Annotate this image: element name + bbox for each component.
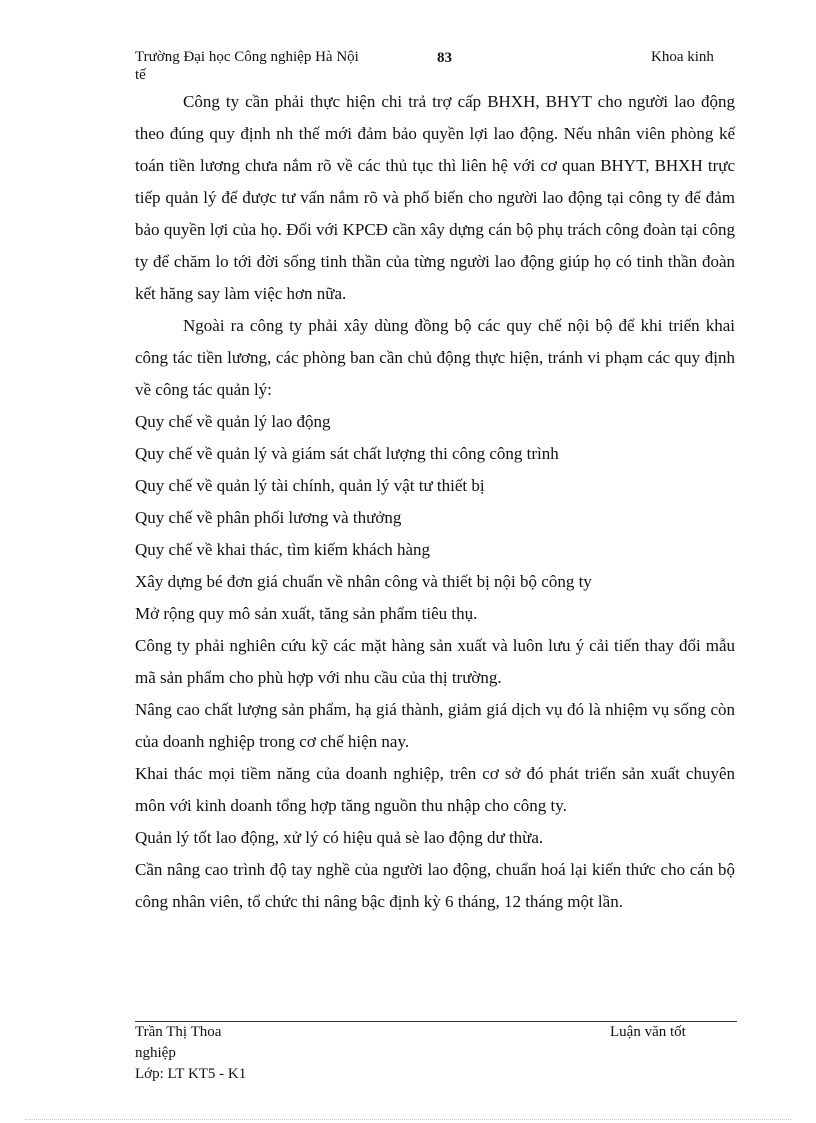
list-item: Quy chế về phân phối lương và thưởng xyxy=(135,508,402,527)
list-item: Quy chế về khai thác, tìm kiếm khách hàng xyxy=(135,540,431,559)
document-body xyxy=(135,86,735,918)
footer-divider xyxy=(135,1021,737,1022)
footer-thesis-continued: nghiệp xyxy=(135,1045,176,1061)
list-item: Xây dựng bé đơn giá chuẩn về nhân công và thiết bị nội bộ công ty xyxy=(135,572,592,591)
list-item: Cần nâng cao trình độ tay nghề của người lao động, chuẩn hoá lại kiến thức cho cán bộ công nhân viên, tổ chức thi nâng bậc định kỳ 6 tháng, 12 tháng một lần. xyxy=(135,860,735,911)
list-item: Quy chế về quản lý lao động xyxy=(135,412,331,431)
list-item: Nâng cao chất lượng sản phẩm, hạ giá thành, giảm giá dịch vụ đó là nhiệm vụ sống còn của doanh nghiệp trong cơ chế hiện nay. xyxy=(135,700,735,751)
list-item: Quản lý tốt lao động, xử lý có hiệu quả sè lao động dư thừa. xyxy=(135,828,544,847)
footer-class: Lớp: LT KT5 - K1 xyxy=(135,1066,247,1082)
list-item: Công ty phải nghiên cứu kỹ các mặt hàng sản xuất và luôn lưu ý cải tiến thay đổi mẫu mã sản phẩm cho phù hợp với nhu cầu của thị trường. xyxy=(135,636,735,687)
paragraph-benefits: Công ty cần phải thực hiện chi trả trợ cấp BHXH, BHYT cho người lao động theo đúng quy định nh thế mới đảm bảo quyền lợi lao động. Nếu nhân viên phòng kế toán tiền lương chưa nắm rõ về các thủ tục thì liên hệ với cơ quan BHYT, BHXH trực tiếp quản lý để được tư vấn nắm rõ và phổ biến cho người lao động tại công ty để đảm bảo quyền lợi của họ. Đối với KPCĐ cần xây dựng cán bộ phụ trách công đoàn tại công ty để chăm lo tới đời sống tinh thần của từng người lao động giúp họ có tinh thần đoàn kết hăng say làm việc hơn nữa. xyxy=(135,92,735,303)
footer-author: Trần Thị Thoa xyxy=(135,1024,222,1040)
footer-thesis: Luận văn tốt xyxy=(610,1024,686,1040)
paragraph-regulations: Ngoài ra công ty phải xây dùng đồng bộ các quy chế nội bộ để khi triển khai công tác tiền lương, các phòng ban cần chủ động thực hiện, tránh vi phạm các quy định về công tác quản lý: xyxy=(135,316,735,399)
page-boundary xyxy=(25,1119,791,1120)
header-school: Trường Đại học Công nghiệp Hà Nội xyxy=(135,49,359,65)
list-item: Mở rộng quy mô sản xuất, tăng sản phẩm tiêu thụ. xyxy=(135,604,478,623)
page-number: 83 xyxy=(437,50,452,66)
header-faculty: Khoa kinh xyxy=(651,49,714,65)
list-item: Quy chế về quản lý và giám sát chất lượng thi công công trình xyxy=(135,444,559,463)
header-faculty-continued: tế xyxy=(135,67,146,83)
list-item: Khai thác mọi tiềm năng của doanh nghiệp, trên cơ sở đó phát triển sản xuất chuyên môn với kinh doanh tổng hợp tăng nguồn thu nhập cho công ty. xyxy=(135,764,735,815)
list-item: Quy chế về quản lý tài chính, quản lý vật tư thiết bị xyxy=(135,476,485,495)
